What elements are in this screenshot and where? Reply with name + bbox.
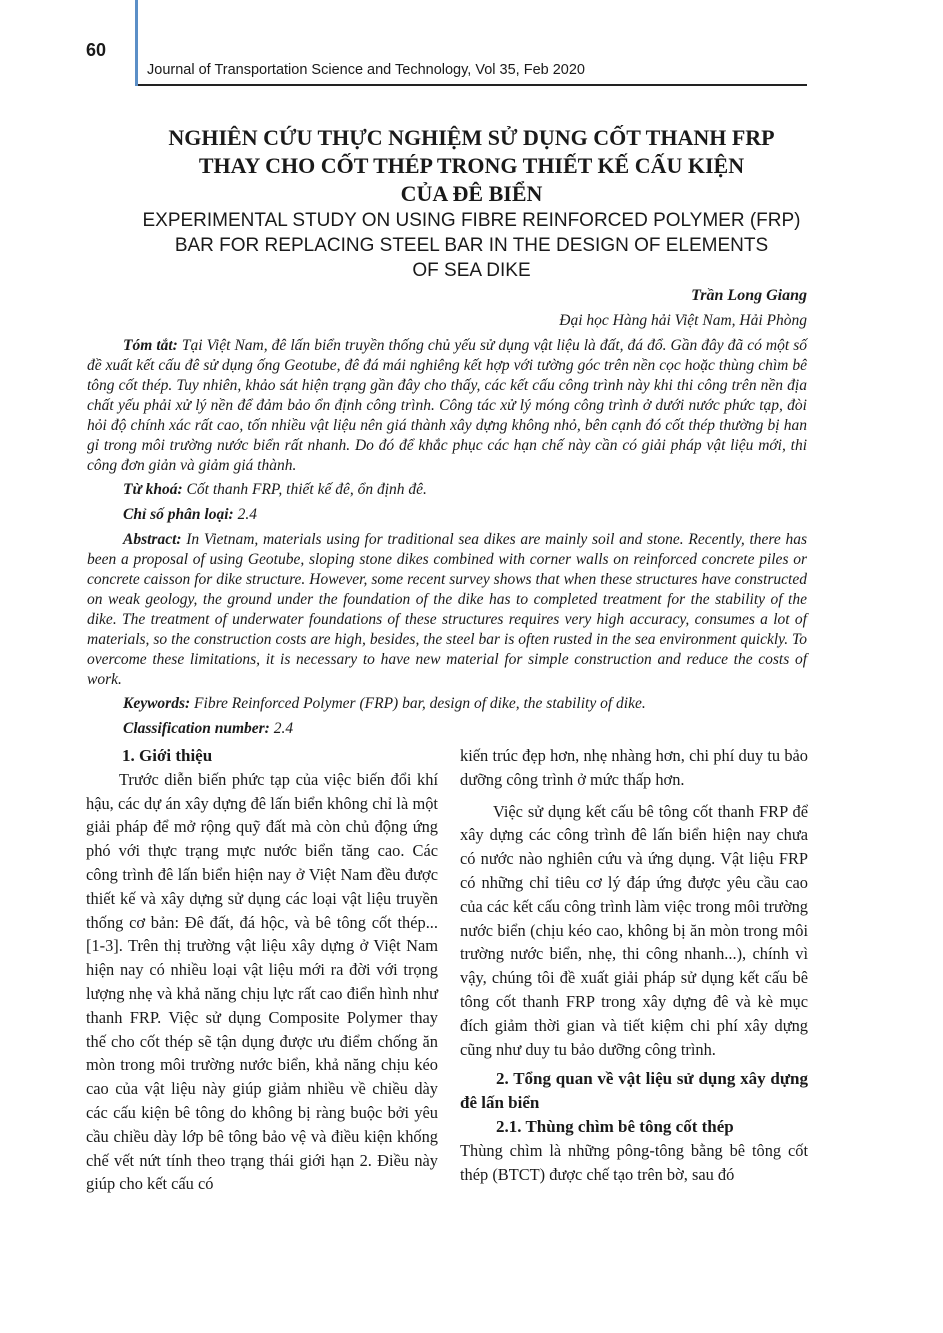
classification-english bbox=[123, 720, 293, 738]
title-en-line: BAR FOR REPLACING STEEL BAR IN THE DESIGN OF ELEMENTS bbox=[174, 235, 769, 256]
title-english bbox=[80, 208, 863, 283]
classification-vi-text: 2.4 bbox=[233, 506, 257, 523]
title-vi-line: CỦA ĐÊ BIỂN bbox=[400, 181, 543, 206]
body-column-left bbox=[86, 744, 438, 1196]
header-accent-bar bbox=[135, 0, 138, 86]
author-name: Trần Long Giang bbox=[691, 287, 807, 304]
body-paragraph: Trước diễn biến phức tạp của việc biến đổi khí hậu, các dự án xây dựng đê lấn biển không chỉ là một giải pháp để mở rộng quỹ đất mà còn chủ động ứng phó với thực trạng mực nước biển tăng cao. Các công trình đê lấn biển hiện nay ở Việt Nam đều được thiết kế và xây dựng sử dụng các loại vật liệu truyền thống cơ bản: Đê đất, đá hộc, và bê tông cốt thép... [1-3]. Trên thị trường vật liệu xây dựng ở Việt Nam hiện nay có nhiều loại vật liệu mới ra đời với trọng lượng nhẹ và khả năng chịu lực rất cao điển hình như thanh FRP. Việc sử dụng Composite Polymer thay thế cho cốt thép sẽ tận dụng được ưu điểm chống ăn mòn trong môi trường nước biển, khả năng chịu kéo cao của vật liệu này giúp giảm nhiều về chiều dày các cấu kiện bê tông do không bị ràng buộc bởi yêu cầu chiều dày lớp bê tông bảo vệ và điều kiện khống chế vết nứt tính theo trạng thái giới hạn 2. Điều này giúp cho kết cấu có bbox=[86, 769, 438, 1194]
body-paragraph: Thùng chìm là những pông-tông bằng bê tông cốt thép (BTCT) được chế tạo trên bờ, sau đó bbox=[460, 1140, 808, 1184]
classification-en-text: 2.4 bbox=[269, 720, 294, 737]
abstract-vi-label: Tóm tắt: bbox=[123, 337, 178, 354]
page-number: 60 bbox=[86, 40, 107, 60]
abstract-english bbox=[87, 530, 807, 690]
abstract-en-label: Abstract: bbox=[123, 531, 182, 548]
section-2-1-heading: 2.1. Thùng chìm bê tông cốt thép bbox=[496, 1116, 734, 1136]
keywords-vi-text: Cốt thanh FRP, thiết kế đê, ổn định đê. bbox=[182, 481, 427, 498]
classification-vi-label: Chỉ số phân loại: bbox=[123, 506, 234, 523]
title-vi-line: THAY CHO CỐT THÉP TRONG THIẾT KẾ CẤU KIỆN bbox=[198, 153, 745, 178]
keywords-english bbox=[123, 695, 646, 713]
classification-en-label: Classification number: bbox=[123, 720, 270, 737]
section-1-heading: 1. Giới thiệu bbox=[122, 746, 213, 765]
body-column-right bbox=[460, 744, 808, 1186]
section-2-heading: 2. Tổng quan về vật liệu sử dụng xây dựng đê lấn biển bbox=[460, 1069, 808, 1113]
keywords-en-label: Keywords: bbox=[123, 695, 191, 712]
body-paragraph: Việc sử dụng kết cấu bê tông cốt thanh FRP để xây dựng các công trình đê lấn biển hiện nay chưa có nước nào nghiên cứu và ứng dụng. Vật liệu FRP có những chỉ tiêu cơ lý đáp ứng được yêu cầu cao của các kết cấu công trình làm việc trong môi trường nước biển (chịu kéo cao, không bị ăn mòn trong môi trường nước biển, nhẹ, thi công nhanh...), chính vì vậy, chúng tôi đề xuất giải pháp sử dụng kết cấu bê tông cốt thanh FRP trong xây dựng đê và kè mục đích giảm thời gian và tiết kiệm chi phí xây dựng cũng như duy tu bảo dưỡng công trình. bbox=[460, 801, 808, 1059]
author-affiliation: Đại học Hàng hải Việt Nam, Hải Phòng bbox=[559, 312, 807, 329]
journal-header: Journal of Transportation Science and Technology, Vol 35, Feb 2020 bbox=[147, 62, 585, 78]
keywords-vi-label: Từ khoá: bbox=[123, 481, 183, 498]
title-en-line: EXPERIMENTAL STUDY ON USING FIBRE REINFORCED POLYMER (FRP) bbox=[142, 210, 801, 231]
keywords-en-text: Fibre Reinforced Polymer (FRP) bar, design of dike, the stability of dike. bbox=[190, 695, 646, 712]
abstract-en-text: In Vietnam, materials using for traditional sea dikes are mainly soil and stone. Recently, there has been a proposal of using Geotube, sloping stone dikes combined with corner walls on reinforced concrete piles or concrete caisson for dike structure. However, some recent survey shows that when these structures have constructed on weak geology, the ground under the foundation of the dike has to completed treatment for the stability of the dike. The treatment of underwater foundations of these structures requires very high accuracy, consumes a lot of materials, so the construction costs are high, besides, the steel bar is often rusted in the sea environment quickly. To overcome these limitations, it is necessary to have new material for simple construction and reduce the costs of work. bbox=[87, 531, 807, 688]
title-vi-line: NGHIÊN CỨU THỰC NGHIỆM SỬ DỤNG CỐT THANH FRP bbox=[168, 125, 775, 150]
abstract-vi-text: Tại Việt Nam, đê lấn biển truyền thống chủ yếu sử dụng vật liệu là đất, đá đổ. Gần đây đã có một số đề xuất kết cấu đê sử dụng ống Geotube, đê đá mái nghiêng kết hợp với tường góc trên nền cọc hoặc thùng chìm bê tông cốt thép. Tuy nhiên, khảo sát hiện trạng gần đây cho thấy, các kết cấu công trình này khi thi công trên nền địa chất yếu phải xử lý nền để đảm bảo ổn định công trình. Công tác xử lý móng công trình ở dưới nước phức tạp, đòi hỏi độ chính xác rất cao, tốn nhiều vật liệu nên giá thành xây dựng không nhỏ, bên cạnh đó cốt thép thường bị han gỉ trong môi trường nước biển rất nhanh. Do đó để khắc phục các hạn chế này cần có giải pháp vật liệu mới, thi công đơn giản và giảm giá thành. bbox=[87, 337, 807, 474]
title-en-line: OF SEA DIKE bbox=[412, 260, 531, 281]
body-paragraph: kiến trúc đẹp hơn, nhẹ nhàng hơn, chi phí duy tu bảo dưỡng công trình ở mức thấp hơn. bbox=[460, 746, 808, 789]
header-rule bbox=[138, 84, 807, 86]
title-vietnamese bbox=[100, 124, 843, 208]
keywords-vietnamese bbox=[123, 481, 427, 499]
abstract-vietnamese bbox=[87, 336, 807, 476]
classification-vietnamese bbox=[123, 506, 257, 524]
